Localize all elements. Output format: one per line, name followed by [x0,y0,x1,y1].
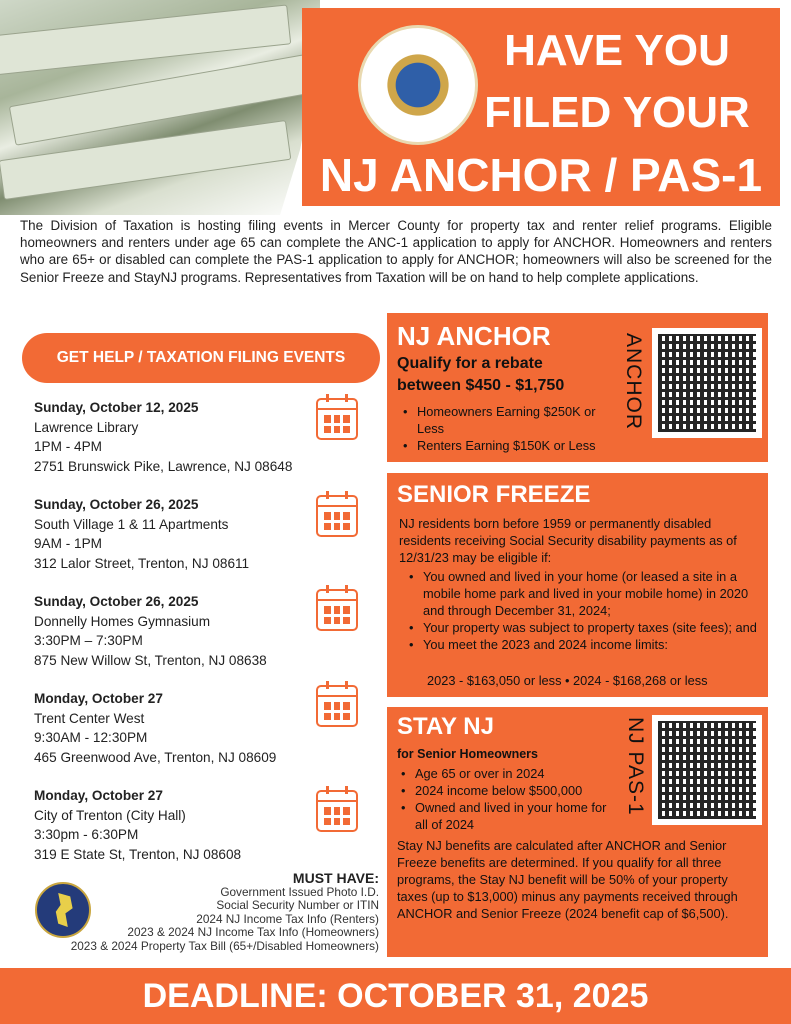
title-line-1: HAVE YOU [504,26,730,75]
event-item: Sunday, October 12, 2025 Lawrence Library 1PM - 4PM 2751 Brunswick Pike, Lawrence, NJ 08648 [34,400,293,474]
calendar-icon [316,685,358,727]
qr-label: ANCHOR [622,333,645,431]
senior-freeze-panel: SENIOR FREEZE NJ residents born before 1959 or permanently disabled residents receiving Social Security disability payments as of 12/31/23 may be eligible if: • You owned and lived in your home (or leased a site in a mobile home park and lived in your mobile home) in 2020 and through December 31, 2024; • Your property was subject to property taxes (site fees); and • You meet the 2023 and 2024 income limits: 2023 - $163,050 or less • 2024 - $168,268 or less [387,473,768,697]
calendar-icon [316,790,358,832]
event-item: Monday, October 27 Trent Center West 9:30AM - 12:30PM 465 Greenwood Ave, Trenton, NJ 08609 [34,691,277,765]
calendar-icon [316,495,358,537]
calendar-icon [316,398,358,440]
calendar-icon [316,589,358,631]
must-have-list: MUST HAVE: Government Issued Photo I.D. Social Security Number or ITIN 2024 NJ Income Tax Info (Renters) 2023 & 2024 NJ Income Tax Info (Homeowners) 2023 & 2024 Property Tax Bill (65+/Disabled Homeowners) [70,870,379,953]
deadline-banner: DEADLINE: OCTOBER 31, 2025 [0,968,791,1024]
qr-label: NJ PAS-1 [624,717,647,816]
title-line-3: NJ ANCHOR / PAS-1 [319,149,763,201]
nj-state-seal [358,25,478,145]
pas1-qr-code[interactable] [652,715,762,825]
anchor-panel: NJ ANCHOR Qualify for a rebate between $450 - $1,750 • Homeowners Earning $250K or Less • Renters Earning $150K or Less ANCHOR [387,313,768,462]
stay-nj-panel: STAY NJ for Senior Homeowners • Age 65 or over in 2024 • 2024 income below $500,000 • Owned and lived in your home for all of 2024 Stay NJ benefits are calculated after ANCHOR and Senior Freeze benefits are determined. If you qualify for all three programs, the Stay NJ benefit will be 50% of your property taxes (up to $13,000) minus any payments received through ANCHOR and Senior Freeze (2024 benefit cap of $6,500). NJ PAS-1 [387,707,768,957]
title-line-2: FILED YOUR [484,88,750,137]
bullet: • Renters Earning $150K or Less [399,437,619,454]
event-item: Monday, October 27 City of Trenton (City Hall) 3:30pm - 6:30PM 319 E State St, Trenton, NJ 08608 [34,788,242,862]
event-item: Sunday, October 26, 2025 South Village 1 & 11 Apartments 9AM - 1PM 312 Lalor Street, Trenton, NJ 08611 [34,497,250,571]
events-heading: GET HELP / TAXATION FILING EVENTS [22,333,380,383]
intro-paragraph: The Division of Taxation is hosting filing events in Mercer County for property tax and renter relief programs. Eligible homeowners and renters under age 65 can complete the ANC-1 application to apply for ANCHOR. Homeowners and renters who are 65+ or disabled can complete the PAS-1 application to apply for ANCHOR; homeowners will also be screened for the Senior Freeze and StayNJ programs. Representatives from Taxation will be on hand to help complete applications. [20,218,772,285]
event-item: Sunday, October 26, 2025 Donnelly Homes Gymnasium 3:30PM – 7:30PM 875 New Willow St, Trenton, NJ 08638 [34,594,267,668]
bullet: • Homeowners Earning $250K or Less [399,403,619,437]
anchor-qr-code[interactable] [652,328,762,438]
money-stack-image [0,0,320,215]
